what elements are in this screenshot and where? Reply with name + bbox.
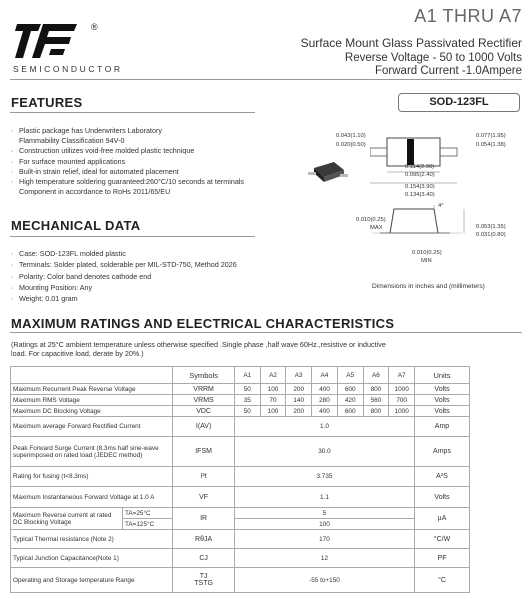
reverse-voltage: Reverse Voltage - 50 to 1000 Volts: [344, 52, 522, 64]
unit-cell: A²S: [415, 467, 470, 487]
unit-cell: Volts: [415, 487, 470, 508]
table-header-row: [11, 367, 470, 384]
package-name: SOD-123FL: [398, 93, 520, 112]
symbol-tstg: TSTG: [194, 580, 213, 587]
symbol-tj: TJ: [199, 573, 208, 580]
value-cell: 1000: [389, 406, 415, 417]
header-part: A6: [363, 367, 389, 384]
dim-height: 0.053(1.35): [476, 224, 506, 230]
header-units: Units: [415, 367, 470, 384]
param-cell: Peak Forward Surge Current (8.3ms half sine-wave superimposed on rated load (JEDEC method): [11, 437, 173, 467]
features-list: [11, 126, 291, 197]
list-item: · Polarity: Color band denotes cathode end: [11, 271, 152, 281]
table-row: [11, 406, 470, 417]
param-cell: Rating for fusing (t<8.3ms): [11, 467, 173, 487]
value-cell: 420: [337, 395, 363, 406]
table-row: [11, 508, 470, 519]
ratings-note-line-2: load. For capacitive load, derate by 20%.): [11, 349, 144, 358]
ratings-table: [10, 366, 470, 593]
value-cell: 170: [234, 530, 414, 549]
value-cell: 600: [337, 406, 363, 417]
list-item: · Built-in strain relief, ideal for automated placement: [11, 166, 179, 176]
dim-body-length: 0.114(2.90): [405, 164, 435, 170]
dim-lead-width-min: 0.020(0.50): [336, 142, 366, 148]
value-cell: 200: [286, 384, 312, 395]
param-cell: Maximum Reverse current at rated DC Blocking Voltage: [11, 508, 123, 530]
value-cell: 140: [286, 395, 312, 406]
list-item: · Case: SOD-123FL molded plastic: [11, 249, 126, 258]
dim-lead-width: 0.043(1.10): [336, 133, 366, 139]
value-cell: 70: [260, 395, 286, 406]
symbol-cell: CJ: [173, 549, 235, 568]
package-top-view: [370, 128, 465, 188]
symbol-cell: VDC: [173, 406, 235, 417]
table-row: [11, 437, 470, 467]
mechanical-heading: MECHANICAL DATA: [11, 218, 141, 233]
symbol-cell: IFSM: [173, 437, 235, 467]
list-item: Component in accordance to RoHs 2011/65/EU: [19, 187, 171, 197]
value-cell: 800: [363, 406, 389, 417]
value-cell: 100: [260, 406, 286, 417]
registered-mark-icon: ®: [91, 22, 98, 32]
value-cell: 400: [312, 406, 338, 417]
value-cell: 30.0: [234, 437, 414, 467]
mechanical-divider: [10, 236, 255, 237]
value-cell: 400: [312, 384, 338, 395]
table-row: [11, 467, 470, 487]
symbol-cell: VRMS: [173, 395, 235, 406]
part-range: A1 THRU A7: [414, 6, 522, 26]
header-part: A7: [389, 367, 415, 384]
header-symbols: Symbols: [173, 367, 235, 384]
unit-cell: Volts: [415, 384, 470, 395]
dim-height-min: 0.031(0.80): [476, 232, 506, 238]
dim-body-width-min: 0.054(1.38): [476, 142, 506, 148]
forward-current: Forward Current -1.0Ampere: [375, 65, 522, 77]
value-cell: 5: [234, 508, 414, 519]
symbol-cell: IR: [173, 508, 235, 530]
list-item: · For surface mounted applications: [11, 156, 126, 166]
value-cell: 12: [234, 549, 414, 568]
unit-cell: Amp: [415, 417, 470, 437]
value-cell: 3.735: [234, 467, 414, 487]
value-cell: 50: [234, 384, 260, 395]
table-row: [11, 487, 470, 508]
brand-label: SEMICONDUCTOR: [13, 64, 123, 74]
dim-total-length-min: 0.134(3.40): [405, 192, 435, 198]
param-cell: Operating and Storage temperature Range: [11, 568, 173, 593]
value-cell: 100: [234, 519, 414, 530]
dim-lead-thickness-max: MAX: [370, 225, 383, 231]
features-heading: FEATURES: [11, 95, 83, 110]
symbol-cell: VRRM: [173, 384, 235, 395]
header-divider: [10, 79, 522, 80]
condition-cell: TA=25°C: [122, 508, 172, 519]
unit-cell: °C/W: [415, 530, 470, 549]
list-item: · Construction utilizes void-free molded plastic technique: [11, 146, 195, 156]
header-part: A4: [312, 367, 338, 384]
param-cell: Maximum DC Blocking Voltage: [11, 406, 173, 417]
table-row: [11, 549, 470, 568]
condition-cell: TA=125°C: [122, 519, 172, 530]
list-item: · Plastic package has Underwriters Laboratory: [11, 126, 163, 135]
dim-angle: 4°: [438, 203, 444, 209]
dim-body-width: 0.077(1.95): [476, 133, 506, 139]
ratings-note-line-1: (Ratings at 25°C ambient temperature unless otherwise specified .Single phase ,half wave 60Hz.,resistive or inductive: [11, 340, 386, 349]
value-cell: 1.0: [234, 417, 414, 437]
list-item: · High temperature soldering guaranteed:260°C/10 seconds at terminals: [11, 177, 245, 187]
value-cell: 35: [234, 395, 260, 406]
dim-lead-thickness: 0.010(0.25): [356, 217, 386, 223]
package-side-view: [372, 205, 472, 245]
value-cell: 280: [312, 395, 338, 406]
header-part: A2: [260, 367, 286, 384]
value-cell: 700: [389, 395, 415, 406]
dim-total-length: 0.154(3.90): [405, 184, 435, 190]
symbol-cell: RθJA: [173, 530, 235, 549]
param-cell: Maximum RMS Voltage: [11, 395, 173, 406]
list-item: · Terminals: Solder plated, solderable per MIL-STD-750, Method 2026: [11, 260, 237, 270]
unit-cell: PF: [415, 549, 470, 568]
company-logo: [13, 22, 81, 62]
value-cell: 1.1: [234, 487, 414, 508]
value-cell: -55 to+150: [234, 568, 414, 593]
symbol-cell: [173, 568, 235, 593]
table-row: [11, 395, 470, 406]
dim-standoff-min: MIN: [421, 258, 432, 264]
symbol-cell: I(AV): [173, 417, 235, 437]
ratings-divider: [10, 332, 522, 333]
param-cell: Maximum Instantaneous Forward Voltage at 1.0 A: [11, 487, 173, 508]
unit-cell: Volts: [415, 406, 470, 417]
list-item: · Mounting Position: Any: [11, 282, 93, 292]
package-photo: [308, 160, 348, 186]
symbol-cell: VF: [173, 487, 235, 508]
value-cell: 50: [234, 406, 260, 417]
param-cell: Typical Thermal resistance (Note 2): [11, 530, 173, 549]
mechanical-list: [11, 248, 311, 304]
features-divider: [10, 112, 255, 113]
list-item: Flammability Classification 94V-0: [19, 136, 125, 146]
unit-cell: µA: [415, 508, 470, 530]
value-cell: 560: [363, 395, 389, 406]
table-row: [11, 568, 470, 593]
table-row: [11, 384, 470, 395]
header-part: A3: [286, 367, 312, 384]
param-cell: Maximum Recurrent Peak Reverse Voltage: [11, 384, 173, 395]
dim-body-length-min: 0.095(2.40): [405, 172, 435, 178]
dimension-note: Dimensions in inches and (millimeters): [372, 283, 485, 290]
table-row: [11, 417, 470, 437]
value-cell: 100: [260, 384, 286, 395]
header-part: A1: [234, 367, 260, 384]
value-cell: 600: [337, 384, 363, 395]
list-item: · Weight: 0.01 gram: [11, 294, 78, 304]
dim-standoff: 0.010(0.25): [412, 250, 442, 256]
unit-cell: Amps: [415, 437, 470, 467]
symbol-cell: I²t: [173, 467, 235, 487]
value-cell: 800: [363, 384, 389, 395]
header-part: A5: [337, 367, 363, 384]
ratings-heading: MAXIMUM RATINGS AND ELECTRICAL CHARACTERISTICS: [11, 316, 395, 331]
unit-cell: Volts: [415, 395, 470, 406]
value-cell: 200: [286, 406, 312, 417]
value-cell: 1000: [389, 384, 415, 395]
param-cell: Typical Junction Capacitance(Note 1): [11, 549, 173, 568]
unit-cell: °C: [415, 568, 470, 593]
doc-title: Surface Mount Glass Passivated Rectifier: [300, 36, 522, 50]
param-cell: Maximum average Forward Rectified Current: [11, 417, 173, 437]
table-row: [11, 530, 470, 549]
